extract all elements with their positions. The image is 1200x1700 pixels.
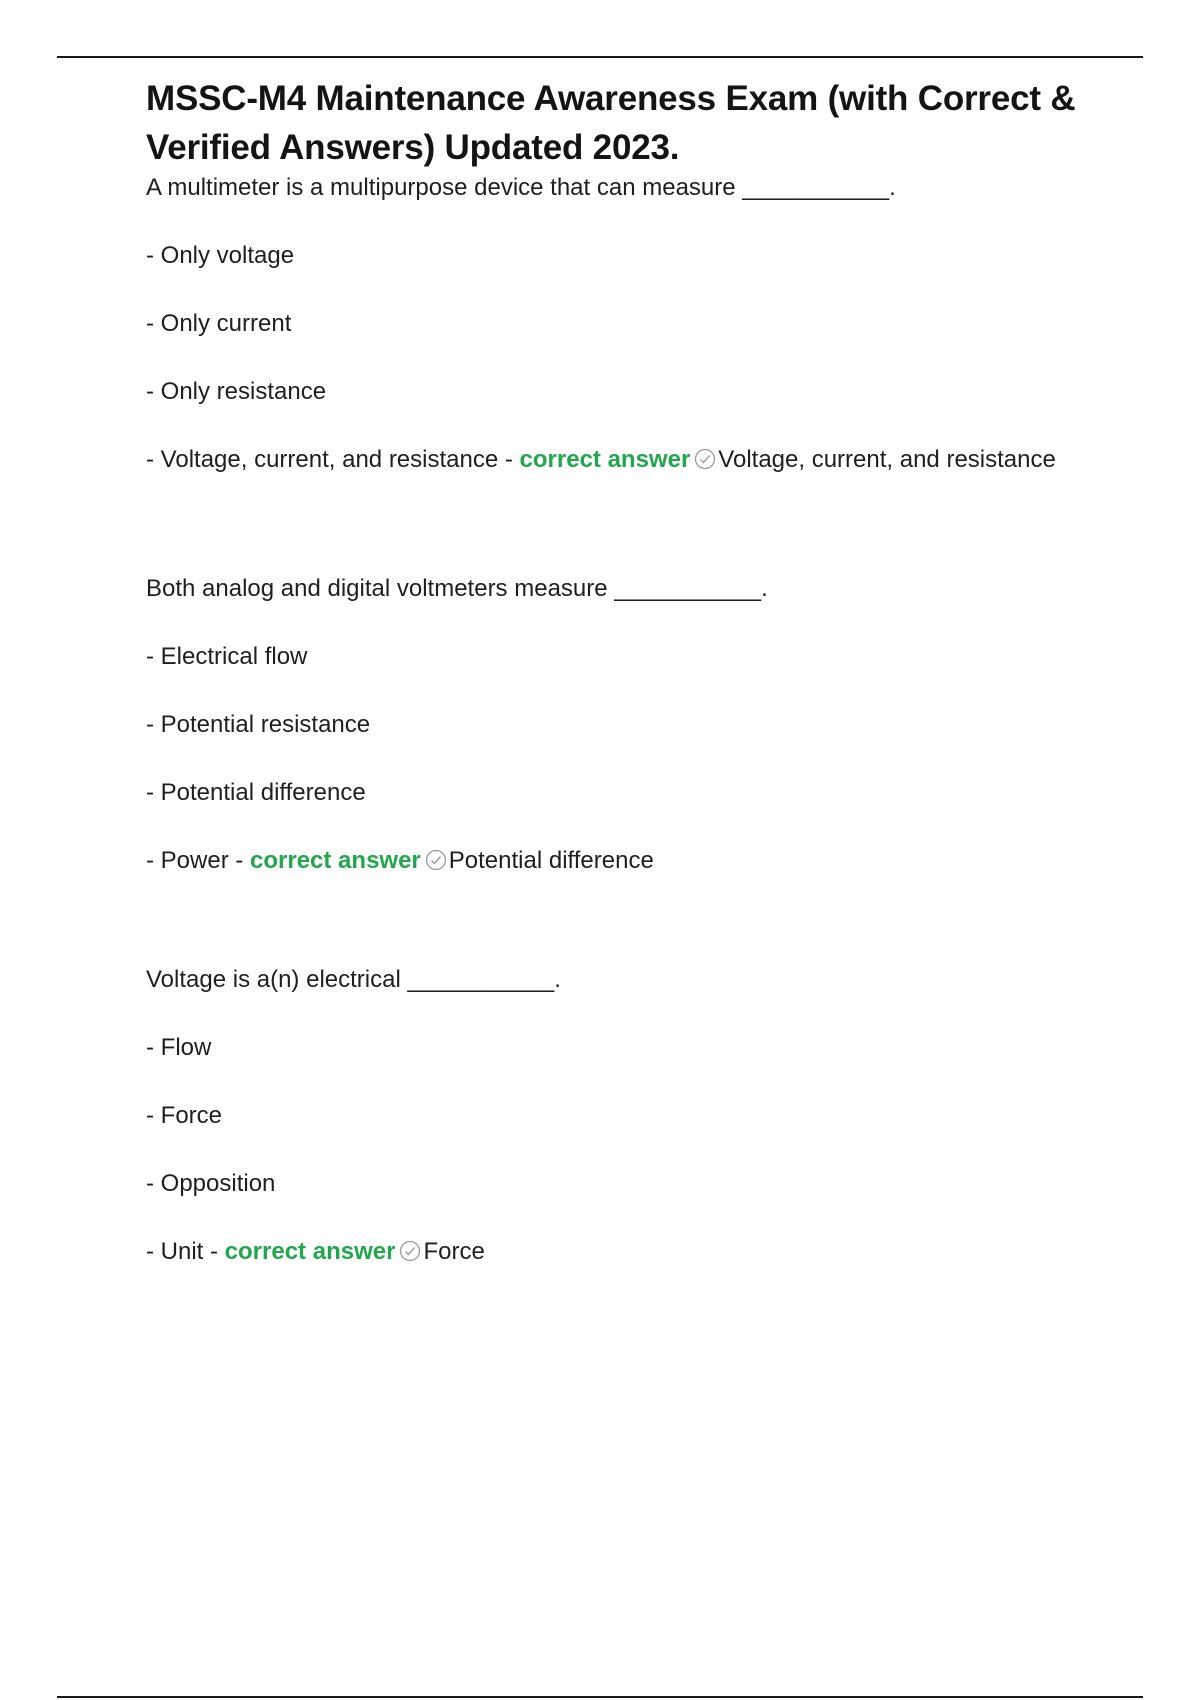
question-block-1 — [146, 172, 1086, 485]
last-option: - Power - — [146, 847, 251, 874]
option-item: - Electrical flow — [146, 643, 308, 670]
answer-text: Potential difference — [448, 847, 654, 874]
option-item: - Opposition — [146, 1170, 276, 1197]
option-item: - Only resistance — [146, 378, 327, 405]
option-item: - Potential resistance — [146, 711, 371, 738]
correct-answer-label: correct answer — [519, 446, 691, 473]
document-body — [146, 74, 1086, 1268]
bottom-rule — [57, 1696, 1143, 1698]
top-rule — [57, 56, 1143, 58]
answer-line — [146, 845, 1086, 877]
option-item: - Only voltage — [146, 242, 295, 269]
page-title: MSSC-M4 Maintenance Awareness Exam (with Correct & Verified Answers) Updated 2023. — [146, 79, 1076, 167]
correct-answer-label: correct answer — [250, 847, 421, 874]
answer-line — [146, 1236, 1086, 1268]
check-circle-icon — [425, 848, 447, 870]
answer-line — [146, 435, 1086, 485]
check-circle-icon — [694, 438, 716, 460]
check-circle-icon — [399, 1239, 421, 1261]
option-item: - Potential difference — [146, 779, 366, 806]
answer-text: Voltage, current, and resistance — [718, 446, 1056, 473]
option-item: - Only current — [146, 310, 292, 337]
question-block-2 — [146, 573, 1086, 877]
question-prompt: Both analog and digital voltmeters measure ___________. — [146, 575, 768, 602]
question-block-3 — [146, 964, 1086, 1268]
last-option: - Unit - — [146, 1238, 225, 1265]
option-item: - Flow — [146, 1034, 212, 1061]
last-option: - Voltage, current, and resistance - — [146, 446, 520, 473]
answer-text: Force — [423, 1238, 485, 1265]
correct-answer-label: correct answer — [224, 1238, 396, 1265]
question-prompt: Voltage is a(n) electrical ___________. — [146, 966, 561, 993]
option-item: - Force — [146, 1102, 223, 1129]
question-prompt: A multimeter is a multipurpose device that can measure ___________. — [146, 174, 896, 201]
